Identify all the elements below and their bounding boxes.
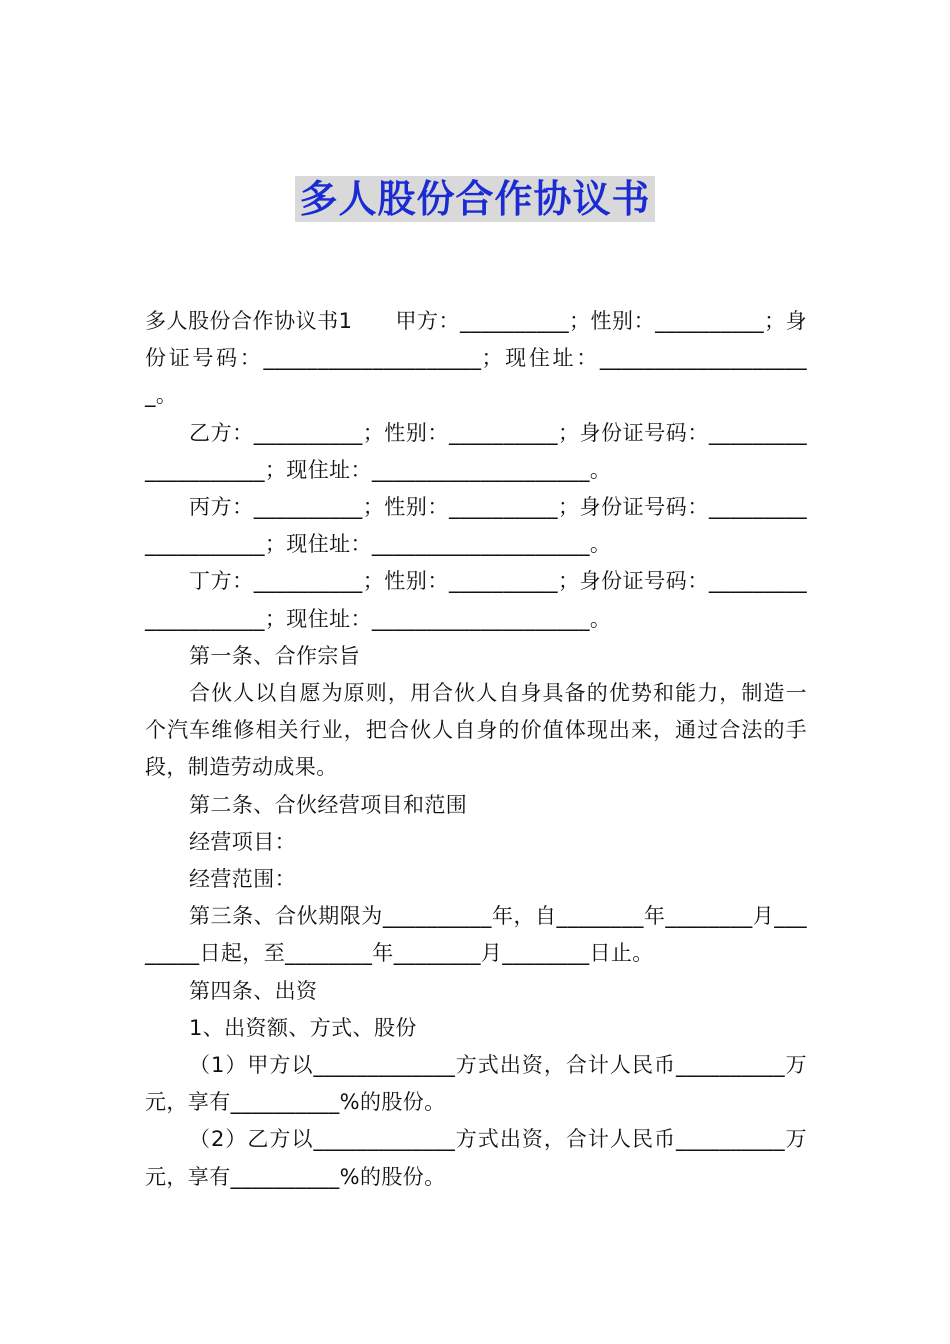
title-container	[0, 176, 950, 222]
article-2-heading: 第二条、合伙经营项目和范围	[189, 792, 468, 817]
paragraph-party-c: 丙方：__________；性别：__________；身份证号码：____________________；现住址：____________________。	[145, 495, 807, 557]
article-4-heading: 第四条、出资	[189, 978, 318, 1003]
contribution-party-a: （1）甲方以_____________方式出资，合计人民币__________万元，享有__________%的股份。	[145, 1053, 807, 1115]
business-scope: 经营范围：	[189, 867, 296, 892]
paragraph-party-a: 多人股份合作协议书1 甲方：__________；性别：__________；身份证号码：____________________；现住址：____________________。	[145, 309, 807, 408]
paragraph-party-b: 乙方：__________；性别：__________；身份证号码：____________________；现住址：____________________。	[145, 420, 807, 482]
article-1-heading: 第一条、合作宗旨	[189, 643, 361, 668]
article-1-text: 合伙人以自愿为原则，用合伙人自身具备的优势和能力，制造一个汽车维修相关行业，把合伙人自身的价值体现出来，通过合法的手段，制造劳动成果。	[145, 681, 807, 780]
document-title: 多人股份合作协议书	[295, 176, 654, 222]
paragraph-party-d: 丁方：__________；性别：__________；身份证号码：____________________；现住址：____________________。	[145, 569, 807, 631]
article-3-text: 第三条、合伙期限为__________年，自________年________月________日起，至________年________月________日止。	[145, 904, 807, 966]
business-project: 经营项目：	[189, 829, 296, 854]
contribution-heading: 1、出资额、方式、股份	[189, 1015, 417, 1040]
document-body	[145, 303, 807, 1196]
contribution-party-b: （2）乙方以_____________方式出资，合计人民币__________万元，享有__________%的股份。	[145, 1127, 807, 1189]
